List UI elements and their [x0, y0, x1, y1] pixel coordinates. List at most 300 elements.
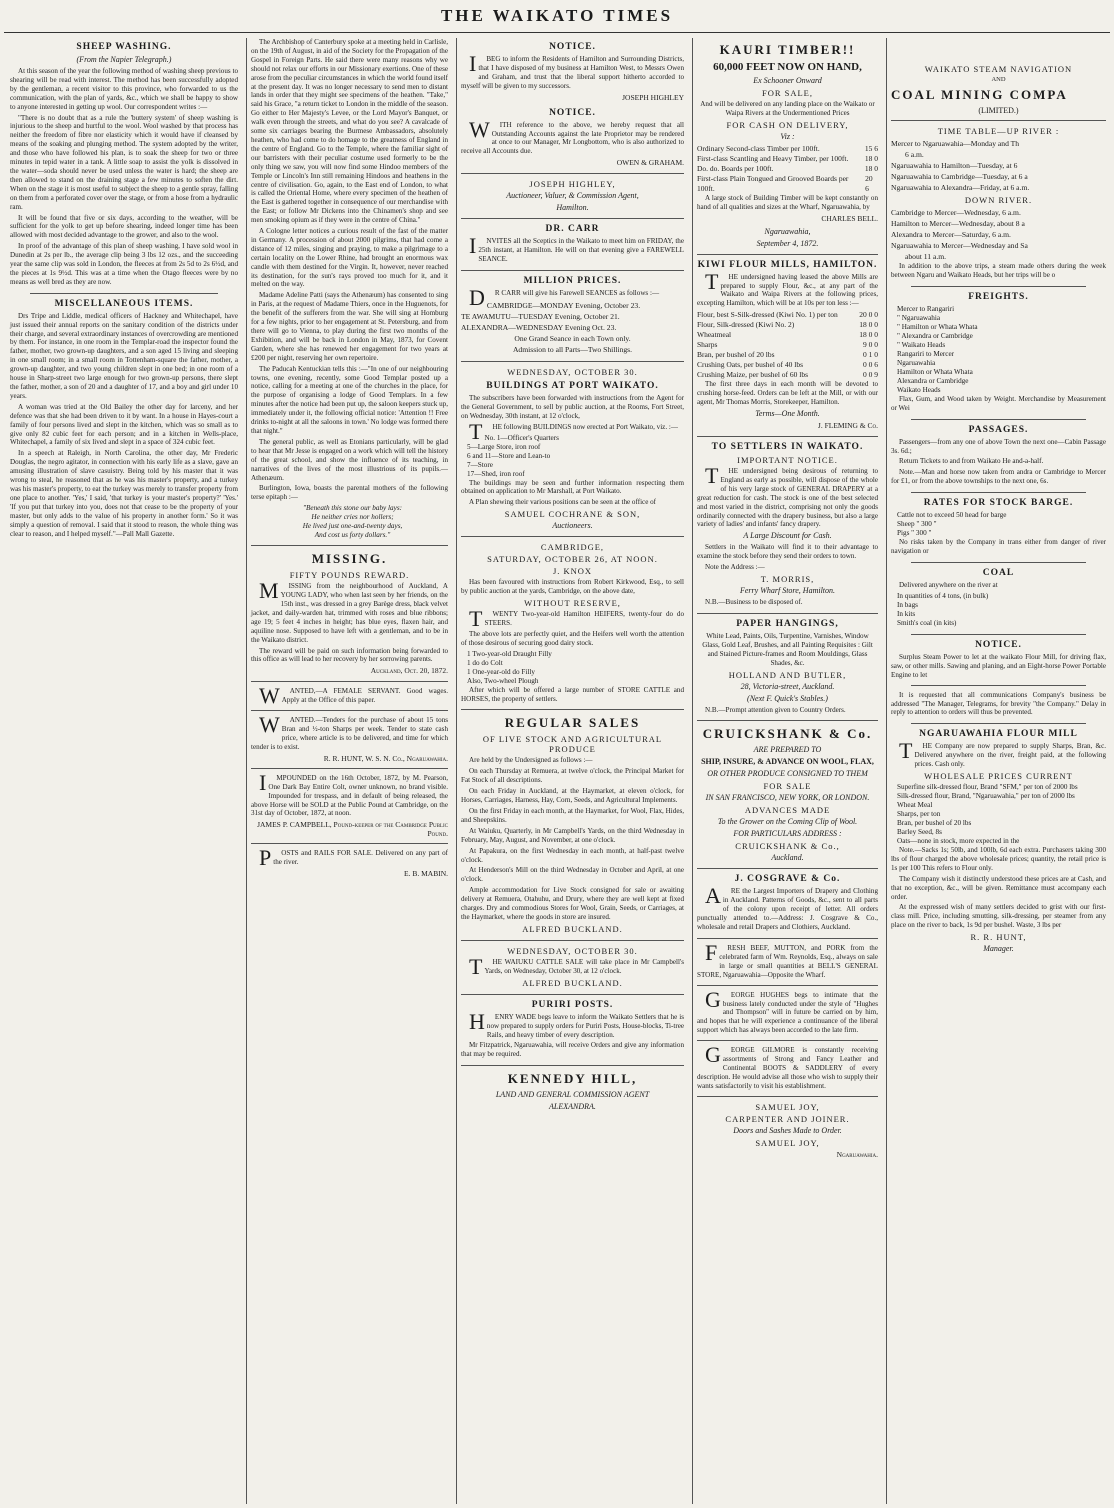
advert-place: ALEXANDRA.: [549, 1102, 596, 1112]
price-value: 18 0: [864, 153, 878, 163]
price-value: 18 0 0: [859, 320, 878, 330]
timetable-row: Hamilton to Mercer—Wednesday, about 8 a: [891, 219, 1025, 228]
advert-signature: R. R. HUNT, W. S. N. Co., Ngaruawahia.: [323, 753, 448, 763]
advert-signature: E. B. MABIN.: [404, 869, 448, 879]
advert-signature: CHARLES BELL.: [821, 213, 878, 223]
advert-signature: ALFRED BUCKLAND.: [522, 977, 623, 988]
freight-list: [891, 305, 1106, 395]
sheep-washing-article: [10, 42, 238, 287]
price-item: First-class Plain Tongued and Grooved Boards per 100ft.: [697, 173, 849, 193]
price-item: Sharps: [697, 340, 718, 350]
timetable-row: 6 a.m.: [905, 150, 924, 159]
fresh-beef-advert: FRESH BEEF, MUTTON, and PORK from the celebrated farm of Wm. Reynolds, Esq., always on sale in large or small quantities at BELL'S GENERAL STORE, Ngaruawahia—Opposite the Wharf.: [697, 940, 878, 979]
advert-subheading: OF LIVE STOCK AND AGRICULTURAL PRODUCE: [482, 734, 663, 755]
building-list: [461, 434, 684, 479]
advert-text: N.B.—Business to be disposed of.: [705, 598, 803, 607]
advert-text: Has been favoured with instructions from Robert Kirkwood, Esq., to sell by public auction at the yards, Cambridge, on the above date,: [461, 578, 684, 596]
list-item: In quantities of 4 tons, (in bulk): [897, 591, 989, 600]
separator: [911, 286, 1086, 287]
price-row: [697, 330, 878, 340]
price-item: Do. do. Boards per 100ft.: [697, 163, 774, 173]
advert-text: It is requested that all communications Company's business be addressed "The Manager, Telegrams, for brevity "the Company." Delay in reply to attention to orders will thus be prevented.: [891, 690, 1106, 717]
kiwi-flour-advert: [697, 260, 878, 430]
samuel-joy-advert: [697, 1102, 878, 1159]
timetable-row: Ngaruawahia to Cambridge—Tuesday, at 6 a: [891, 172, 1028, 181]
timetable-heading: TIME TABLE—UP RIVER :: [937, 126, 1060, 136]
advert-text: Note.—Sacks 1s; 50lb, and 100lb, 6d each extra. Purchasers taking 300 lbs of flour charged the above wholesale prices; quantity, the retail price is 1s per 100 This refers to Flour only.: [891, 846, 1106, 872]
advert-text: Settlers in the Waikato will find it to their advantage to examine the stock before they send their orders to town.: [697, 543, 878, 561]
price-row: [697, 360, 878, 370]
separator: [911, 634, 1086, 635]
price-item: Flour, best S-Silk-dressed (Kiwi No. 1) per ton: [697, 310, 838, 320]
advert-date: Auckland, Oct. 20, 1872.: [370, 666, 448, 676]
list-item: " Hamilton or Whata Whata: [897, 322, 978, 331]
advert-heading: KENNEDY HILL,: [507, 1071, 638, 1087]
seance-line: CAMBRIDGE—MONDAY Evening, October 23.: [486, 300, 641, 310]
price-item: Flour, Silk-dressed (Kiwi No. 2): [697, 320, 795, 330]
advert-heading: NOTICE.: [549, 42, 596, 52]
card-title: Auctioneer, Valuer, & Commission Agent,: [506, 191, 639, 201]
advert-subheading: Ex Schooner Onward: [753, 76, 822, 85]
advert-text: MISSING from the neighbourhood of Auckland, A YOUNG LADY, who when last seen by her friends, on the 15th inst., was dressed in a grey Barège dress, black velvet jacket, and daily-warden hat, trimmed with roses and blue ribbons; age 19; 5 feet 4 inches in height; has blue eyes, flaxen hair, and aquiline nose. Supposed to have left with a gentleman, and to be in the Waikato district.: [251, 578, 448, 644]
newspaper-title: THE WAIKATO TIMES: [440, 6, 674, 25]
highley-card: [461, 179, 684, 212]
card-place: Hamilton.: [556, 203, 589, 213]
column-4: [692, 38, 882, 1504]
separator: [461, 536, 684, 537]
notice-section: [891, 640, 1106, 717]
separator: [461, 940, 684, 941]
separator: [461, 709, 684, 710]
advert-line: SHIP, INSURE, & ADVANCE ON WOOL, FLAX,: [701, 757, 874, 767]
advert-signature: JOSEPH HIGHLEY: [622, 92, 684, 102]
list-item: Silk-dressed flour, Brand, "Ngaruawahia," per ton of 2000 lbs: [897, 792, 1075, 801]
advert-date: WEDNESDAY, OCTOBER 30.: [507, 366, 638, 377]
sale-line: At Papakura, on the first Wednesday in each month, at half-past twelve o'clock.: [461, 846, 684, 864]
section-heading: NOTICE.: [975, 639, 1022, 650]
advert-text: THE undersigned being desirous of returning to England as early as possible, will dispose of the whole of his very large stock of GENERAL DRAPERY at a great reduction for cash. The stock is one of the best selected and most varied in the district, comprising not only the goods ordinarily connected with the drapery business, but also a large variety of ladies' and infants' fancy drapery.: [697, 462, 878, 529]
timetable-row: Alexandra to Mercer—Saturday, 6 a.m.: [891, 230, 1011, 239]
price-value: 18 0 0: [859, 330, 878, 340]
advert-heading: COAL MINING COMPA: [891, 87, 1068, 102]
verse-line: He neither cries nor hollers;: [311, 513, 394, 522]
section-heading: FREIGHTS.: [968, 291, 1029, 302]
advert-subheading: FIFTY POUNDS REWARD.: [289, 570, 410, 581]
advert-text: THE following BUILDINGS now erected at Port Waikato, viz. :—: [469, 418, 678, 444]
list-item: Sheep " 300 ": [897, 520, 937, 529]
advert-text: Note the Address :—: [705, 563, 765, 572]
price-value: 20 0 0: [859, 310, 878, 320]
list-item: Hamilton or Whata Whata: [897, 367, 973, 376]
advert-text: The subscribers have been forwarded with instructions from the Agent for the General Government, to sell by public auction, at the Rooms, Fort Street, on Wednesday, 30th instant, at 12 o'clock,: [461, 393, 684, 420]
price-item: Ordinary Second-class Timber per 100ft.: [697, 143, 820, 153]
column-1: [6, 38, 242, 1504]
advert-signature: SAMUEL COCHRANE & SON,: [504, 509, 641, 520]
timetable-row: Ngaruawahia to Alexandra—Friday, at 6 a.m.: [891, 183, 1030, 192]
wanted-tenders-advert: WANTED.—Tenders for the purchase of about 15 tons Bran and ½-ton Sharps per week. Tender to state cash price, where article is to be delivered, and time for which tender is to exist.: [251, 712, 448, 751]
advert-heading: J. COSGRAVE & Co.: [734, 874, 841, 885]
advert-text: Are held by the Undersigned as follows :—: [469, 756, 593, 765]
advert-text: Ample accommodation for Live Stock consigned for sale or awaiting delivery at Remuera, Otahuhu, and Drury, where they are well kept at fixed charges. Dry and commodious Stores for Wool, Grain, Seeds, or Carriages, at the Haymarket, where the goods in store are insured.: [461, 886, 684, 921]
separator: [891, 120, 1106, 121]
advert-text: The buildings may be seen and further information respecting them obtained on application to Mr Marshall, at Port Waikato.: [461, 478, 684, 496]
advert-signature: Manager.: [983, 944, 1014, 954]
advert-date: SATURDAY, OCTOBER 26, AT NOON.: [487, 554, 658, 565]
timetable-row: Cambridge to Mercer—Wednesday, 6 a.m.: [891, 208, 1021, 217]
epitaph-verse: [251, 504, 448, 540]
advert-subheading: FOR CASH ON DELIVERY,: [726, 119, 849, 130]
advert-text: Delivered anywhere on the river at: [899, 580, 998, 589]
separator: [911, 492, 1086, 493]
posts-rails-advert: POSTS and RAILS FOR SALE. Delivered on any part of the river.: [259, 845, 448, 871]
settlers-notice-advert: [697, 442, 878, 607]
flour-mill-section: [891, 729, 1106, 953]
article-heading: SHEEP WASHING.: [76, 42, 172, 52]
list-item: 7—Store: [467, 460, 493, 469]
advert-signature: OWEN & GRAHAM.: [616, 158, 684, 168]
verse-line: "Beneath this stone our baby lays:: [302, 504, 403, 513]
separator: [697, 720, 878, 721]
advert-text: No risks taken by the Company in trans either from danger of river navigation or: [891, 538, 1106, 556]
auctioneer-name: J. KNOX: [552, 566, 593, 577]
advert-heading: PURIRI POSTS.: [531, 999, 614, 1010]
advert-place: Ngaruawahia,: [764, 226, 811, 236]
list-item: " Ngaruawahia: [897, 313, 941, 322]
advert-line: FOR SALE: [763, 781, 812, 792]
sale-line: On each Thursday at Remuera, at twelve o'clock, the Principal Market for Fat Stock of all descriptions.: [461, 767, 684, 785]
separator: [697, 938, 878, 939]
list-item: In kits: [897, 609, 916, 618]
advert-signature: SAMUEL JOY,: [755, 1137, 820, 1148]
advert-signature: HOLLAND AND BUTLER,: [728, 669, 847, 680]
seance-line: ALEXANDRA—WEDNESDAY Evening Oct. 23.: [461, 322, 617, 332]
advert-text: The reward will be paid on such information being forwarded to this office as will lead to her recovery by her sorrowing parents.: [251, 646, 448, 664]
list-item: No. 1—Officer's Quarters: [484, 433, 559, 442]
advert-text: And will be delivered on any landing place on the Waikato or Waipa Rivers at the Undermentioned Prices: [700, 100, 875, 117]
advert-subheading: LAND AND GENERAL COMMISSION AGENT: [495, 1090, 650, 1100]
advert-text: Return Tickets to and from Waikato He and-a-half.: [899, 457, 1044, 466]
article-paragraph: In proof of the advantage of this plan of sheep washing, I have sold wool in Dunedin at 2s per lb., the average clip being 3 lbs 12 ozs., and the succeeding year the same clip was sold in London, the fleeces at from 2s 5d to 2s 6½d, and the pieces at 1s 9½d. This was at a time when the Otago fleeces were by no means as well bred as they are now.: [10, 242, 238, 286]
separator: [697, 436, 878, 437]
separator: [911, 419, 1086, 420]
seance-line: TE AWAMUTU—TUESDAY Evening, October 21.: [461, 311, 620, 321]
coal-list: [891, 592, 1106, 628]
sale-line: At Henderson's Mill on the third Wednesday in October and April, at one o'clock.: [461, 866, 684, 884]
list-item: 1 do do Colt: [467, 658, 503, 667]
advert-signature: CRUICKSHANK & Co.,: [735, 841, 840, 852]
separator: [461, 361, 684, 362]
regular-sales-advert: [461, 715, 684, 933]
kennedy-hill-advert: [461, 1071, 684, 1111]
advert-text: WITH reference to the above, we hereby request that all Outstanding Accounts against the late Proprietor may be rendered at once to our Manager, Mr Longbottom, who is also authorized to receive all Accounts due.: [461, 116, 684, 156]
timetable-row: Ngaruawahia to Hamilton—Tuesday, at 6: [891, 161, 1018, 170]
advert-text: White Lead, Paints, Oils, Turpentine, Varnishes, Window Glass, Gold Leaf, Brushes, and all Painting Requisites : Gilt and Stained Picture-frames and Room Mouldings, Glass Shades, &c.: [702, 631, 873, 667]
advert-heading: CRUICKSHANK & Co.: [702, 726, 873, 742]
separator: [697, 254, 878, 255]
dr-carr-advert: [461, 224, 684, 264]
advert-text: THE WAIUKU CATTLE SALE will take place in Mr Campbell's Yards, on Wednesday, October 30, at 12 o'clock.: [469, 953, 684, 979]
article-paragraph: At this season of the year the following method of washing sheep previous to shearing will be read with interest. The method has been successfully adopted by the gentleman, a recent visitor to this province, who forwarded to us the communication, with the plan of yards, &c., which we shall be happy to show to anyone interested in getting up wool. Our correspondent writes :—: [10, 67, 238, 111]
list-item: " Waikato Heads: [897, 340, 946, 349]
separator: [30, 293, 218, 294]
advert-line: FOR PARTICULARS ADDRESS :: [733, 829, 842, 839]
separator: [461, 173, 684, 174]
separator: [251, 768, 448, 769]
advert-line: To the Grower on the Coming Clip of Wool.: [717, 817, 858, 827]
list-item: Mercer to Rangariri: [897, 304, 955, 313]
price-row: [697, 350, 878, 360]
advert-headline: 60,000 FEET NOW ON HAND,: [713, 61, 862, 73]
separator: [461, 994, 684, 995]
article-paragraph: The Archbishop of Canterbury spoke at a meeting held in Carlisle, on the 19th of August, in aid of the Society for the Propagation of the Gospel in Foreign Parts. He said there were many reasons why we should not relax our efforts in our Missionary exertions. One of these arose from the peculiar circumstances in which the world found itself at the present day. It was no longer necessary to send men to distant lands in order that they might see specimens of the heathen. "Take," said his Grace, "a return ticket to London in the middle of the season. Go either to Her Majesty's Levee, or the Lord Mayor's Banquet, or walk even through the streets, and what do you see? A cavalcade of some six carriages bearing the Burmese Ambassadors, absolutely heathen, who had come to do homage to the greatness of England in the centre of England. Go to the Temple, where the familiar sight of our barristers with their peculiar costume used formerly to be the only thing we saw, you will now find some Hindoo members of the Temple or Lincoln's Inn still remaining Hindoos and heathens in the centre of civilisation. Go, again, to the East end of London, to what is called the Oriental Home, where every specimen of the heathen of the East is gathered together in consequence of our merchandise with the East; or follow Mr Dickens into the Chinamen's shop and see men smoking opium as if they were in the centre of China.": [251, 38, 448, 225]
separator: [911, 685, 1086, 686]
cambridge-sale-advert: [461, 542, 684, 703]
section-heading: COAL: [982, 567, 1015, 578]
advert-heading: CAMBRIDGE,: [540, 542, 605, 553]
separator: [697, 613, 878, 614]
advert-text: The above lots are perfectly quiet, and the Heifers well worth the attention of those desirous of securing good dairy stock.: [461, 629, 684, 647]
list-item: 6 and 11—Store and Lean-to: [467, 451, 551, 460]
price-item: Crushing Oats, per bushel of 40 lbs: [697, 360, 804, 370]
advert-signature: Auctioneers.: [552, 521, 593, 531]
list-item: Wheat Meal: [897, 801, 933, 810]
article-paragraph: "There is no doubt that as a rule the 'buttery system' of sheep washing is injurious to the sheep and hurtful to the wool. Wool washed by that process has neither the freedom of fibre nor elasticity which it would have if cleansed by means of the soaking and plunging method. The system adopted by the writer, and those who have followed his plan, is to soak the sheep for two or three minutes in tepid water in a tank. A little soap to assist the yolk is dissolved in the water—soda should never be used unless the water is hard; the sheep are then allowed to stand on the draining stage a few minutes to soften the dirt. When on the stage it is most useful to subject the sheep to a gentle spray, falling on them from a perforated cover over the stage, or from a hose from a hydraulic ram.: [10, 113, 238, 211]
port-waikato-advert: [461, 367, 684, 530]
section-heading: NGARUAWAHIA FLOUR MILL: [919, 729, 1078, 740]
separator: [911, 723, 1086, 724]
advert-place: Auckland.: [771, 853, 804, 863]
list-item: Pigs " 300 ": [897, 529, 932, 538]
separator: [251, 710, 448, 711]
advert-text: Surplus Steam Power to let at the waikato Flour Mill, for driving flax, saw, or other mills. Sawing and planing, and an Eight-horse Power Portable Engine to let: [891, 652, 1106, 679]
verse-line: He lived just one-and-twenty days,: [302, 522, 403, 531]
article-paragraph: The general public, as well as Etonians particularly, will be glad to hear that Mr Jesse is engaged on a work which will tell the history of the great school, and show the influence of its teaching, in narratives of the lives of the most illustrious of its pupils.—Athenæum.: [251, 437, 448, 482]
timetable-row: Ngaruawahia to Mercer—Wednesday and Sa: [891, 241, 1028, 250]
price-value: 0 1 0: [863, 350, 878, 360]
advert-signature: JAMES P. CAMPBELL, Pound-keeper of the Cambridge Public Pound.: [257, 820, 448, 839]
timetable-heading: DOWN RIVER.: [964, 195, 1033, 205]
list-item: Also, Two-wheel Plough: [467, 676, 539, 685]
timetable-row: Mercer to Ngaruawahia—Monday and Th: [891, 139, 1020, 148]
price-row: [697, 370, 878, 380]
price-value: 20 6: [865, 173, 873, 193]
list-item: Alexandra or Cambridge: [897, 376, 969, 385]
list-item: 1 Two-year-old Draught Filly: [467, 649, 552, 658]
list-item: In bags: [897, 600, 918, 609]
puriri-posts-advert: [461, 1000, 684, 1060]
passages-section: [891, 425, 1106, 487]
column-5: [886, 38, 1110, 1504]
separator: [911, 562, 1086, 563]
advert-address: (Next F. Quick's Stables.): [747, 693, 828, 703]
advert-text: In addition to the above trips, a steam made others during the week between Ngaru and Waikato Heads, but her trips will be o: [891, 262, 1106, 279]
advert-terms: Terms—One Month.: [755, 408, 820, 418]
separator: [461, 270, 684, 271]
separator: [697, 985, 878, 986]
price-row: [697, 310, 878, 320]
advert-heading: CARPENTER AND JOINER.: [725, 1113, 850, 1124]
price-row: [697, 164, 878, 174]
advert-italic: A Large Discount for Cash.: [743, 531, 832, 541]
advert-text: HENRY WADE begs leave to inform the Waikato Settlers that he is now prepared to supply orders for Puriri Posts, House-blocks, Ti-tree Rails, and heavy timber of every description.: [469, 1008, 684, 1039]
advert-heading: KIWI FLOUR MILLS, HAMILTON.: [697, 259, 878, 270]
advert-text: TWENTY Two-year-old Hamilton HEIFERS, twenty-four do do STEERS.: [469, 606, 684, 632]
price-value: 15 6: [864, 143, 878, 153]
cruickshank-advert: [697, 726, 878, 862]
advert-text: IBEG to inform the Residents of Hamilton and Surrounding Districts, that I have disposed of my business at Hamilton West, to Messrs Owen and Graham, and trust that the liberal support hitherto accorded to myself will be given to my successors.: [461, 51, 684, 90]
separator: [251, 843, 448, 844]
million-prices-advert: [461, 276, 684, 355]
list-item: Cattle not to exceed 50 head for barge: [897, 511, 1007, 520]
sale-line: At Waiuku, Quarterly, in Mr Campbell's Yards, on the third Wednesday in February, May, August, and November, at one o'clock.: [461, 826, 684, 844]
advert-name: SAMUEL JOY,: [755, 1101, 820, 1112]
masthead-rule: [4, 32, 1110, 33]
advert-heading: KAURI TIMBER!!: [719, 42, 856, 57]
impounded-advert: IMPOUNDED on the 16th October, 1872, by M. Pearson, One Dark Bay Entire Colt, owner unknown, no brand visible. Impounded for trespass, and in default of being released, the above Horse will be SOLD at the Public Pound at Cambridge, on the 31st day of October, 1872, at noon.: [251, 769, 448, 818]
advert-heading: NOTICE.: [549, 107, 596, 118]
article-paragraph: Drs Tripe and Liddle, medical officers of Hackney and Whitechapel, have just issued their annual reports on the sanitary condition of the districts under their charge, and several extraordinary instances of overcrowding are mentioned by them. For instance, in one room in the Templar-road the inspector found the father, mother, two grown-up daughters, and a son aged 15 living and sleeping in one small room; in a small room in Tottenham-square the father, mother, a grown-up daughter, and two young children slept in one bed; in one room of a house in Sharp-street two large enough for two grown-up persons, there slept the father, mother, a son of 20 and a daughter of 17, and a boy and girl under 10 years.: [10, 311, 238, 400]
article-paragraph: Burlington, Iowa, boasts the parental mothers of the following terse epitaph :—: [251, 484, 448, 502]
article-paragraph: The Paducah Kentuckian tells this :—"In one of our neighbouring towns, one evening, recently, some Good Templar posted up a notice, calling for a meeting at one of the churches in the place, for the purpose of organising a lodge of Good Templars. In a few minutes after the notice had been put up, the saloon keepers stuck up, immediately under it, the following official notice: 'Attention !! Free drinks to-night at all the saloons in town.' No lodge was formed there that night.": [251, 364, 448, 435]
prices-heading: WHOLESALE PRICES CURRENT: [924, 771, 1073, 782]
advert-text: DR CARR will give his Farewell SEANCES as follows :—: [469, 284, 660, 310]
mill-price-list: [891, 783, 1106, 846]
price-item: Wheatmeal: [697, 330, 732, 340]
price-item: Bran, per bushel of 20 lbs: [697, 350, 775, 360]
price-row: [697, 154, 878, 164]
advert-line: ARE PREPARED TO: [753, 745, 822, 755]
timetable-row: about 11 a.m.: [905, 252, 947, 261]
advert-line: ADVANCES MADE: [744, 805, 831, 816]
kauri-timber-advert: [697, 42, 878, 248]
list-item: 5—Large Store, iron roof: [467, 442, 541, 451]
advert-text: Mr Fitzpatrick, Ngaruawahia, will receive Orders and give any information that may be required.: [461, 1041, 684, 1059]
list-item: 1 One-year-old do Filly: [467, 667, 535, 676]
advert-subheading: Viz :: [780, 131, 795, 141]
price-value: 18 0: [864, 163, 878, 173]
advert-heading: DR. CARR: [545, 224, 600, 235]
price-item: Crushing Maize, per bushel of 60 lbs: [697, 370, 809, 380]
advert-text: The first three days in each month will be devoted to crushing horse-feed. Orders can be left at the Mill, or with our agent, Mr Thomas Morris, Storekeeper, Hamilton.: [697, 380, 878, 407]
list-item: Sharps, per ton: [897, 810, 941, 819]
separator: [697, 1096, 878, 1097]
advert-text: THE undersigned having leased the above Mills are prepared to supply Flour, &c., at any part of the Waikato and Waipa Rivers at the following prices, excepting Hamilton, which will be at 10s per ton less :—: [697, 268, 878, 308]
list-item: Ngaruawahia: [897, 358, 936, 367]
column-2: [246, 38, 452, 1504]
advert-heading: WAIKATO STEAM NAVIGATION: [924, 64, 1073, 74]
advert-text: THE Company are now prepared to supply Sharps, Bran, &c. Delivered anywhere on the river, freight paid, at the following prices. Cash only.: [899, 738, 1106, 769]
advert-signature: T. MORRIS,: [760, 574, 815, 585]
price-row: [697, 340, 878, 350]
advert-subheading: FOR SALE,: [761, 88, 814, 98]
advert-signature: J. FLEMING & Co.: [817, 420, 878, 430]
price-value: 0 0 9: [863, 370, 878, 380]
advert-address: 28, Victoria-street, Auckland.: [740, 681, 835, 691]
advert-text: After which will be offered a large number of STORE CATTLE and HORSES, the property of settlers.: [461, 685, 684, 703]
article-paragraph: It will be found that five or six days, according to the weather, will be sufficient for the yolk to get up before shearing, indeed longer time has been allowed with most decided advantage to the grower, and also to the wool.: [10, 213, 238, 240]
article-source: (From the Napier Telegraph.): [76, 55, 172, 64]
sale-line: On each Friday in Auckland, at the Haymarket, at eleven o'clock, for Horses, Carriages, Harness, Hay, Corn, Seeds, and Agricultural Implements.: [461, 787, 684, 805]
section-heading: RATES FOR STOCK BARGE.: [923, 498, 1074, 509]
article-paragraph: In a speech at Raleigh, in North Carolina, the other day, Mr Frederic Douglas, the negro agitator, in connection with his early life as a slave, gave an amusing illustration of slave casuistry. Being told by his master that it was wrong to steal, he reasoned that as he was his master's property, and a turkey was his master's property, to eat the turkey was merely to transfer property from one place to another. 'Yes,' I said, 'that turkey is your master's property?' 'Yes.' 'If you put that turkey into you, does not that cease to be the property of your master, but only adds to the value of his property in another form.' So it was simply a question of removal. I said that it stood to reason, the whole thing was clear to reason, and I helped myself."—Pall Mall Gazette.: [10, 449, 238, 538]
advert-text: INVITES all the Sceptics in the Waikato to meet him on FRIDAY, the 25th instant, at Hamilton. He will on that evening give a FAREWELL SEANCE.: [469, 233, 684, 264]
article-paragraph: Madame Adeline Patti (says the Athenæum) has consented to sing in Paris, at the request of Madame Thiers, once in the Huguenots, for the benefit of the sufferers from the war. She will sing at Homburg for a few nights, prior to her engagement at St. Petersburg, and from there will go to Vienna, to play during the first two months of the Exhibition, and will be back in London in May, 1873, for Covent Garden, where she has renewed her engagement for two years at £200 per night, reserving her own repertoire.: [251, 291, 448, 362]
column-3: [456, 38, 688, 1504]
notice-owen-graham: [461, 108, 684, 168]
list-item: " Alexandra or Cambridge: [897, 331, 973, 340]
wanted-servant-advert: WANTED,—A FEMALE SERVANT. Good wages. Apply at the Office of this paper.: [259, 683, 448, 709]
coal-section: [891, 568, 1106, 628]
advert-text: Note.—Man and horse now taken from andra or Cambridge to Mercer for £1, or from the above townships to the next one, 6s.: [891, 468, 1106, 486]
separator: [251, 545, 448, 546]
advert-text: ARE the Largest Importers of Drapery and Clothing in Auckland. Patterns of Goods, &c., sent to all parts of the colony upon receipt of letter. All orders punctually attended to.—Address: J. Cosgrave & Co., wholesale and retail Drapers and Clothiers, Auckland.: [697, 883, 878, 932]
list-item: Waikato Heads: [897, 385, 941, 394]
advert-line: OR OTHER PRODUCE CONSIGNED TO THEM: [707, 769, 868, 779]
card-name: JOSEPH HIGHLEY,: [529, 179, 616, 190]
price-value: 0 0 6: [863, 360, 878, 370]
waiuku-cattle-advert: [461, 946, 684, 988]
missing-advert: [251, 551, 448, 675]
separator: [697, 1040, 878, 1041]
advert-line: AND: [991, 76, 1006, 83]
list-item: Rangariri to Mercer: [897, 349, 955, 358]
section-heading: PASSAGES.: [968, 424, 1029, 435]
list-item: 17—Shed, iron roof: [467, 469, 525, 478]
advert-subheading: WITHOUT RESERVE,: [524, 598, 621, 609]
advert-text: A large stock of Building Timber will be kept constantly on hand of all qualities and sizes at the Wharf, Ngaruawahia, by: [697, 193, 878, 211]
advert-text: Passengers—from any one of above Town the next one—Cabin Passage 3s. 6d.;: [891, 437, 1106, 455]
list-item: Bran, per bushel of 20 lbs: [897, 819, 972, 828]
advert-heading: MILLION PRICES.: [523, 275, 622, 286]
price-row: [697, 144, 878, 154]
advert-signature: ALFRED BUCKLAND.: [522, 923, 623, 934]
article-paragraph: A woman was tried at the Old Bailey the other day for larceny, and her defence was that she had been driven to it by want. In a house in Hayes-court a family of four persons lived and slept in the kitchen, which was so small as to give only 82 cubic feet for each person; and in a kitchen in Wells-place, Whitechapel, a family of six lived and slept in a space of 324 cubic feet.: [10, 402, 238, 447]
separator: [697, 868, 878, 869]
advert-heading: TO SETTLERS IN WAIKATO.: [711, 441, 864, 452]
advert-italic: Doors and Sashes Made to Order.: [733, 1125, 842, 1135]
advert-place: Ngaruawahia.: [836, 1149, 878, 1159]
separator: [461, 1065, 684, 1066]
seance-line: One Grand Seance in each Town only.: [514, 333, 631, 343]
advert-line: (LIMITED.): [978, 106, 1019, 115]
advert-heading: REGULAR SALES: [504, 715, 641, 731]
advert-text: N.B.—Prompt attention given to Country Orders.: [705, 705, 846, 714]
sale-line: On the first Friday in each month, at the Haymarket, for Wool, Flax, Hides, and Sheepskins.: [461, 807, 684, 824]
price-row: [697, 174, 878, 194]
advert-heading: PAPER HANGINGS,: [736, 618, 839, 629]
advert-text: At the expressed wish of many settlers decided to grist with our first-class mill. Price, including smutting, silk-dressing, per steamer from any place on the river to back, 1s 9d per bushel. Waste, 3 lbs per: [891, 903, 1106, 930]
seance-line: Admission to all Parts—Two Shillings.: [512, 344, 633, 354]
stock-list: [461, 650, 684, 686]
notice-highley: [461, 42, 684, 102]
price-value: 9 0 0: [863, 340, 878, 350]
list-item: Superfine silk-dressed flour, Brand "SFM," per ton of 2000 lbs: [897, 783, 1078, 792]
article-paragraph: A Cologne letter notices a curious result of the fast of the matter in Germany. A procession of about 2000 pilgrims, that had come a distance of 12 miles, singing and praying, to make a pilgrimage to a certain locality on the Lower Rhine, had brought an enormous wax candle with them destined for the Virgin. It, however, never reached its destination, for the sun's rays proved too much for it, and it melted on the way.: [251, 227, 448, 289]
steam-navigation-advert: [891, 64, 1106, 280]
advert-heading: MISSING.: [311, 551, 388, 567]
advert-signature: R. R. HUNT,: [970, 932, 1027, 943]
stock-barge-section: [891, 498, 1106, 556]
advert-text: A Plan shewing their various positions can be seen at the office of: [469, 498, 657, 507]
price-row: [697, 320, 878, 330]
list-item: Barley Seed, 8s: [897, 828, 942, 837]
advert-text: Flax, Gum, and Wood taken by Weight. Merchandise by Measurement or Wei: [891, 394, 1106, 412]
list-item: Oats—none in stock, more expected in the: [897, 837, 1020, 846]
cosgrave-advert: [697, 874, 878, 932]
advert-heading: IMPORTANT NOTICE.: [737, 454, 838, 465]
paper-hangings-advert: [697, 619, 878, 715]
separator: [251, 681, 448, 682]
